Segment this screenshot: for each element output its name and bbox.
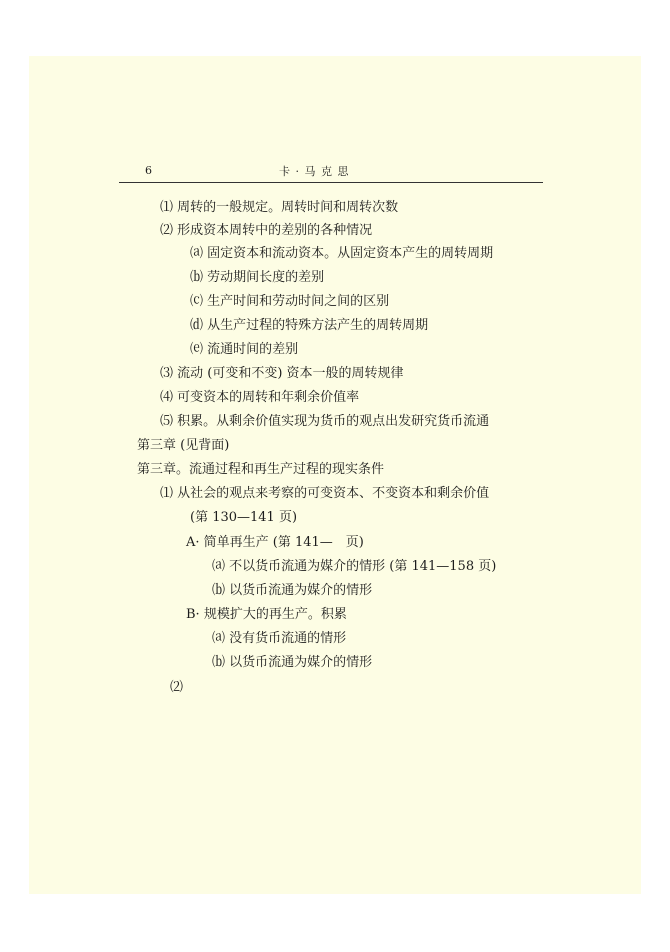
outline-item: ⑵ — [170, 680, 184, 695]
outline-item: ⑴ 从社会的观点来考察的可变资本、不变资本和剩余价值 — [160, 486, 490, 501]
outline-item: A· 简单再生产 (第 141— 页) — [186, 535, 364, 550]
outline-item: ⒝ 劳动期间长度的差别 — [190, 270, 325, 285]
page-number: 6 — [145, 164, 152, 177]
outline-item: ⑴ 周转的一般规定。周转时间和周转次数 — [160, 200, 399, 215]
outline-item: ⑵ 形成资本周转中的差别的各种情况 — [160, 223, 373, 238]
page-reference: (第 130—141 页) — [190, 510, 298, 525]
outline-item: ⑶ 流动 (可变和不变) 资本一般的周转规律 — [160, 366, 404, 381]
outline-item: ⑷ 可变资本的周转和年剩余价值率 — [160, 390, 360, 405]
running-title: 卡 · 马 克 思 — [279, 165, 350, 178]
outline-item: ⒜ 固定资本和流动资本。从固定资本产生的周转周期 — [190, 246, 494, 261]
chapter-heading: 第三章 (见背面) — [137, 438, 230, 453]
outline-item: ⒞ 生产时间和劳动时间之间的区别 — [190, 294, 390, 309]
outline-item: ⒠ 流通时间的差别 — [190, 342, 299, 357]
page-header — [119, 162, 543, 183]
outline-item: ⒝ 以货币流通为媒介的情形 — [212, 583, 373, 598]
outline-item: ⒝ 以货币流通为媒介的情形 — [212, 655, 373, 670]
chapter-heading: 第三章。流通过程和再生产过程的现实条件 — [137, 462, 385, 477]
outline-item: ⒜ 不以货币流通为媒介的情形 (第 141—158 页) — [212, 559, 497, 574]
outline-item: B· 规模扩大的再生产。积累 — [186, 607, 347, 622]
outline-item: ⒜ 没有货币流通的情形 — [212, 631, 347, 646]
outline-item: ⑸ 积累。从剩余价值实现为货币的观点出发研究货币流通 — [160, 414, 490, 429]
outline-item: ⒟ 从生产过程的特殊方法产生的周转周期 — [190, 318, 429, 333]
